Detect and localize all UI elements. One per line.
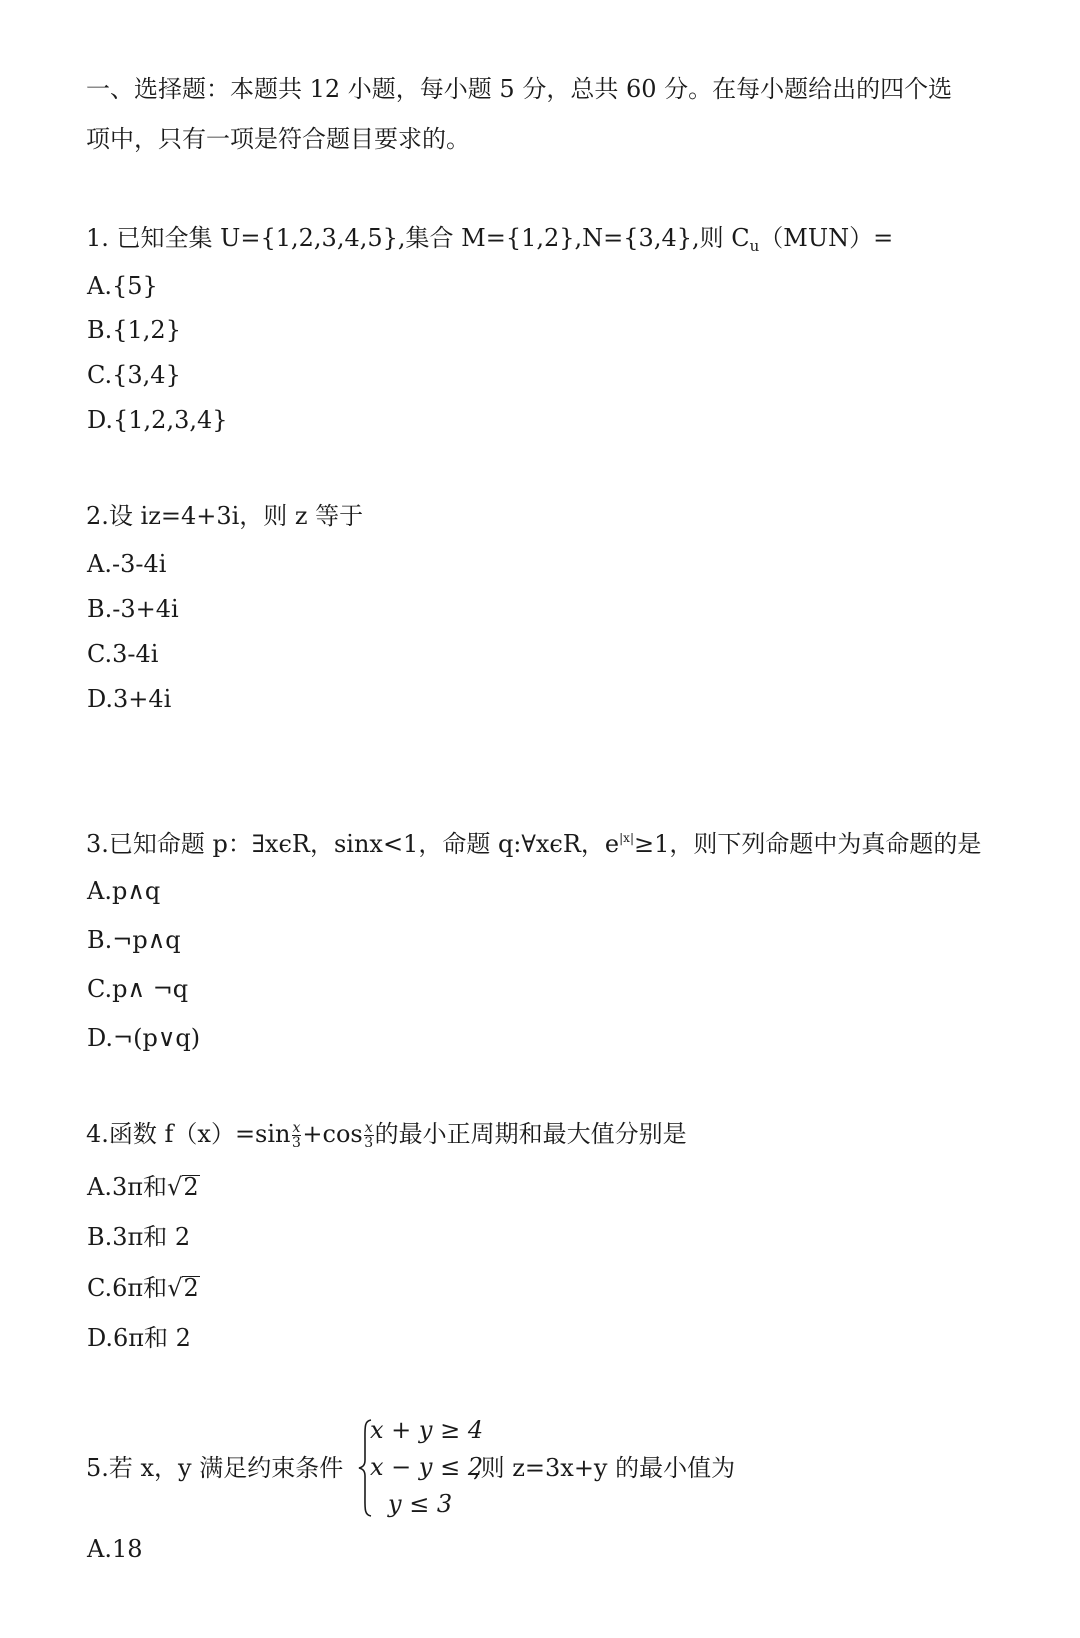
question-1-stem <box>86 223 893 261</box>
fraction-x-over-3: $\frac{x}{3}$ <box>364 1120 374 1151</box>
question-2-option-d: D.3+4i <box>87 685 172 713</box>
question-4-text-end: 的最小正周期和最大值分别是 <box>374 1120 687 1148</box>
question-5-option-a: A.18 <box>87 1535 143 1563</box>
square-root: √2 <box>167 1173 199 1201</box>
question-3-text: 3.已知命题 p：∃xϵR，sinx<1，命题 q:∀xϵR，e <box>86 830 620 858</box>
question-3-option-b: B.¬p∧q <box>87 926 181 954</box>
question-3-stem <box>86 823 981 859</box>
question-3-option-a: A.p∧q <box>87 877 161 905</box>
question-1-option-b: B.{1,2} <box>87 316 181 344</box>
question-3-option-c: C.p∧ ¬q <box>87 975 189 1003</box>
question-3-text-end: ≥1，则下列命题中为真命题的是 <box>634 830 982 858</box>
question-4-text: 4.函数 f（x）=sin <box>86 1120 291 1148</box>
constraint-2: x − y ≤ 2 <box>370 1453 484 1481</box>
question-4-option-b: B.3π和 2 <box>87 1223 191 1251</box>
question-1-option-c: C.{3,4} <box>87 361 181 389</box>
question-1-text-end: （MUN）= <box>759 224 894 252</box>
section-header-line-2: 项中，只有一项是符合题目要求的。 <box>86 125 470 153</box>
square-root: √2 <box>167 1274 199 1302</box>
section-header-line-1: 一、选择题：本题共 12 小题，每小题 5 分，总共 60 分。在每小题给出的四个选 <box>86 75 953 103</box>
question-4-option-c: C.6π和√2 <box>87 1274 199 1302</box>
constraint-system <box>358 1418 488 1518</box>
complement-subscript: u <box>749 237 760 255</box>
question-4-text-mid: +cos <box>302 1120 363 1148</box>
question-1-option-a: A.{5} <box>87 272 158 300</box>
constraint-1: x + y ≥ 4 <box>370 1416 484 1444</box>
constraint-3: y ≤ 3 <box>388 1490 453 1518</box>
question-5-stem-prefix: 5.若 x，y 满足约束条件 <box>86 1454 344 1482</box>
question-4-stem <box>86 1119 687 1150</box>
question-3-option-d: D.¬(p∨q) <box>87 1024 201 1052</box>
question-1-text: 1. 已知全集 U={1,2,3,4,5},集合 M={1,2},N={3,4},则 C <box>86 224 750 252</box>
question-1-option-d: D.{1,2,3,4} <box>87 406 228 434</box>
question-2-option-a: A.-3-4i <box>87 550 167 578</box>
question-2-option-b: B.-3+4i <box>87 595 179 623</box>
question-4-option-a: A.3π和√2 <box>87 1173 199 1201</box>
question-2-option-c: C.3-4i <box>87 640 159 668</box>
question-5-stem-suffix: ,则 z=3x+y 的最小值为 <box>473 1454 736 1482</box>
fraction-x-over-3: $\frac{x}{3}$ <box>292 1120 301 1151</box>
question-2-stem: 2.设 iz=4+3i，则 z 等于 <box>86 502 364 530</box>
question-4-option-d: D.6π和 2 <box>87 1324 191 1352</box>
exponent-abs-x: |x| <box>619 831 634 845</box>
